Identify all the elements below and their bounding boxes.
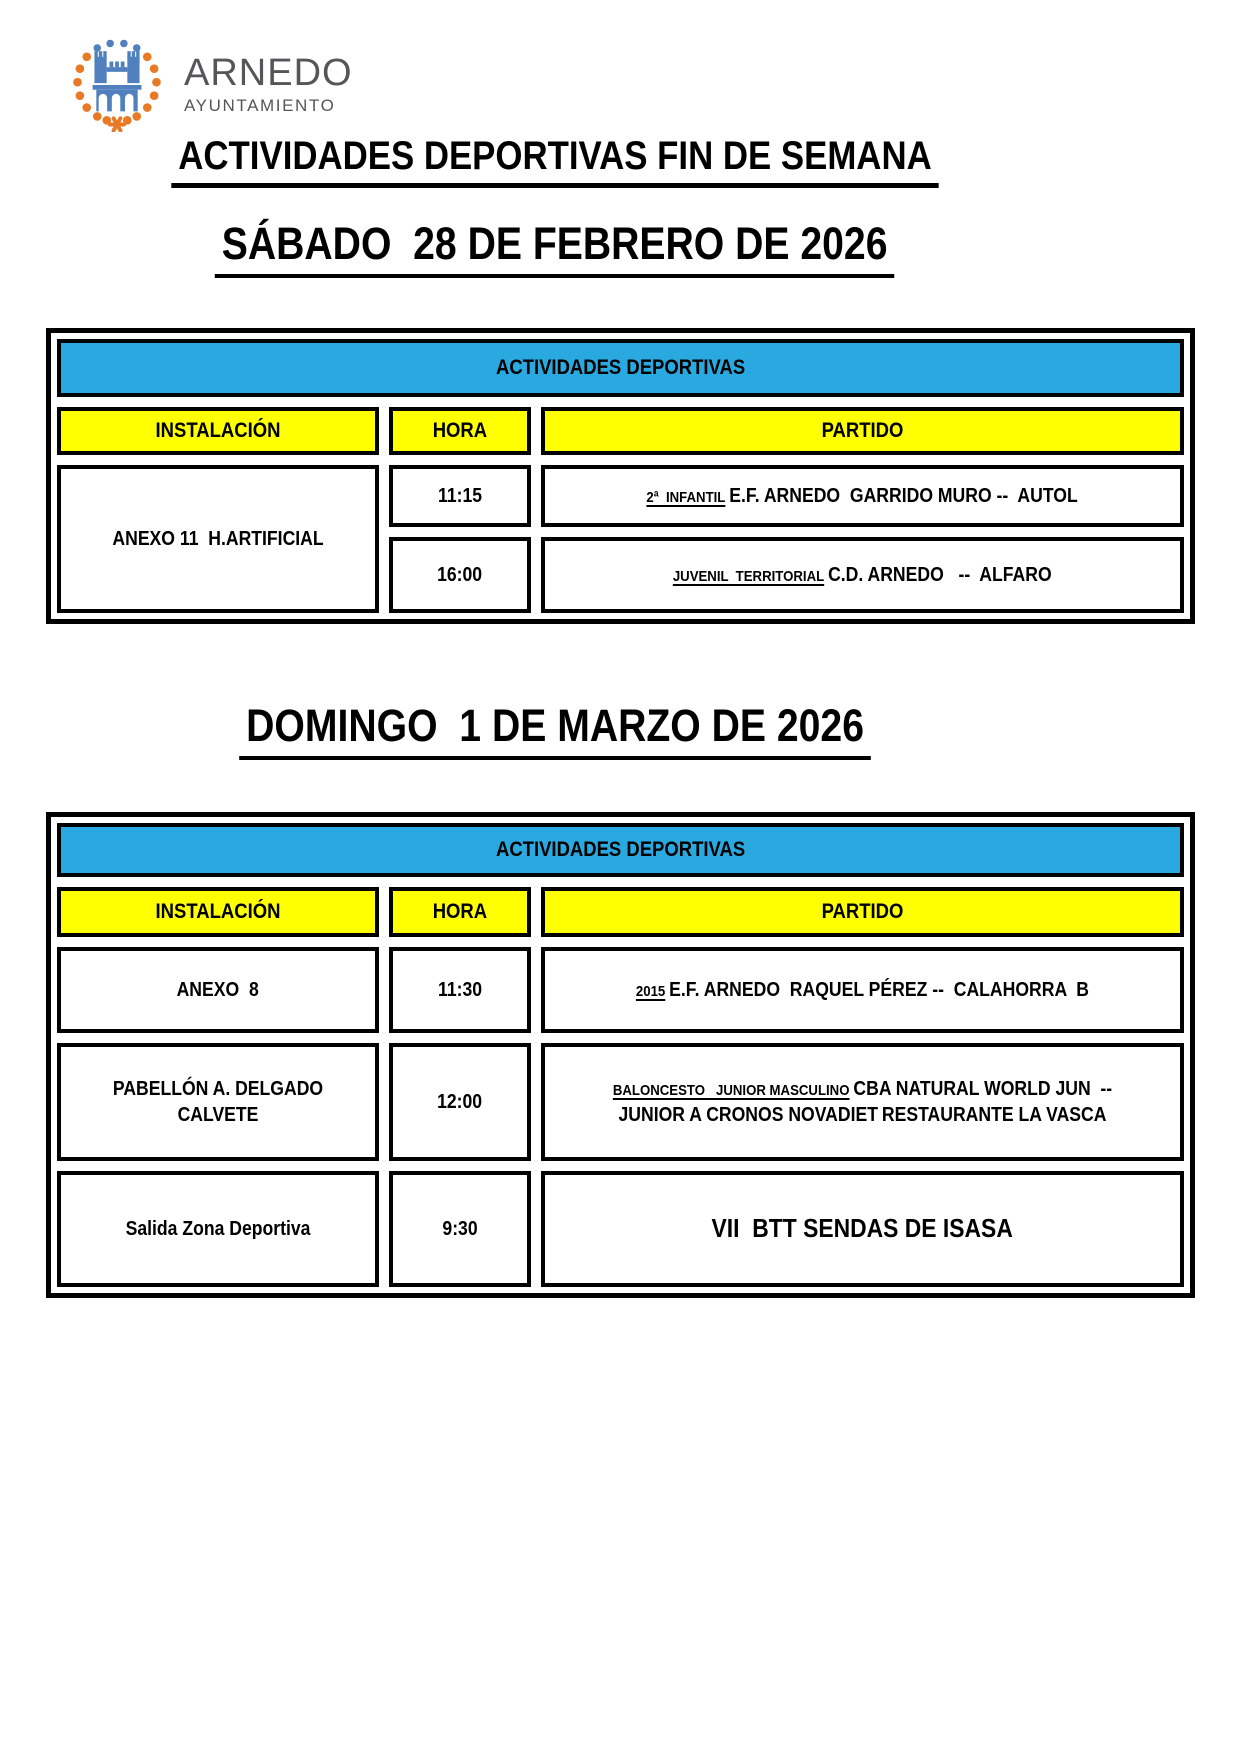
saturday-activities-table: [46, 328, 1195, 624]
saturday-date-heading: [0, 218, 1110, 278]
sunday-date-heading: [0, 700, 1110, 760]
column-header-hora: HORA: [389, 407, 531, 455]
category-label: 2015: [635, 983, 666, 1000]
castle-icon: [93, 51, 142, 111]
instalacion-cell: ANEXO 8: [57, 947, 379, 1033]
hora-cell: 9:30: [389, 1171, 531, 1287]
logo-subtitle: AYUNTAMIENTO: [184, 96, 336, 115]
match-label: C.D. ARNEDO -- ALFARO: [828, 564, 1052, 586]
hora-cell: 16:00: [389, 537, 531, 613]
match-label: CBA NATURAL WORLD JUN -- JUNIOR A CRONOS NOVADIET: [618, 1078, 1122, 1126]
hora-cell: 12:00: [389, 1043, 531, 1161]
category-label: BALONCESTO JUNIOR MASCULINO: [612, 1082, 850, 1099]
category-label: JUVENIL TERRITORIAL: [673, 568, 825, 585]
partido-cell: [541, 465, 1184, 527]
logo-name: ARNEDO: [184, 52, 353, 94]
partido-cell: [541, 947, 1184, 1033]
table-title-cell: ACTIVIDADES DEPORTIVAS: [57, 339, 1184, 397]
match-label: RESTAURANTE LA VASCA: [881, 1104, 1107, 1126]
match-label: E.F. ARNEDO GARRIDO MURO -- AUTOL: [729, 485, 1079, 507]
partido-cell: [541, 537, 1184, 613]
logo-text: [184, 38, 353, 114]
event-label: VII BTT SENDAS DE ISASA: [711, 1213, 1014, 1244]
asterisk-icon: [110, 118, 124, 130]
hora-cell: 11:30: [389, 947, 531, 1033]
table-title-cell: ACTIVIDADES DEPORTIVAS: [57, 823, 1184, 877]
saturday-date-text: SÁBADO 28 DE FEBRERO DE 2026: [215, 218, 895, 278]
category-label: 2ª INFANTIL: [646, 489, 726, 506]
column-header-instalacion: INSTALACIÓN: [57, 407, 379, 455]
match-label: E.F. ARNEDO RAQUEL PÉREZ -- CALAHORRA B: [669, 979, 1090, 1001]
page-title: [0, 134, 1110, 188]
page-title-text: ACTIVIDADES DEPORTIVAS FIN DE SEMANA: [171, 134, 938, 188]
instalacion-cell: PABELLÓN A. DELGADO CALVETE: [57, 1043, 379, 1161]
sunday-activities-table: [46, 812, 1195, 1298]
dotted-ring: [73, 40, 161, 125]
sunday-date-text: DOMINGO 1 DE MARZO DE 2026: [239, 700, 871, 760]
column-header-partido: PARTIDO: [541, 887, 1184, 937]
instalacion-cell: ANEXO 11 H.ARTIFICIAL: [57, 465, 379, 613]
partido-cell: [541, 1171, 1184, 1287]
column-header-partido: PARTIDO: [541, 407, 1184, 455]
logo: [70, 38, 353, 132]
arnedo-crest-icon: [70, 38, 164, 132]
instalacion-cell: Salida Zona Deportiva: [57, 1171, 379, 1287]
column-header-instalacion: INSTALACIÓN: [57, 887, 379, 937]
partido-cell: [541, 1043, 1184, 1161]
hora-cell: 11:15: [389, 465, 531, 527]
column-header-hora: HORA: [389, 887, 531, 937]
